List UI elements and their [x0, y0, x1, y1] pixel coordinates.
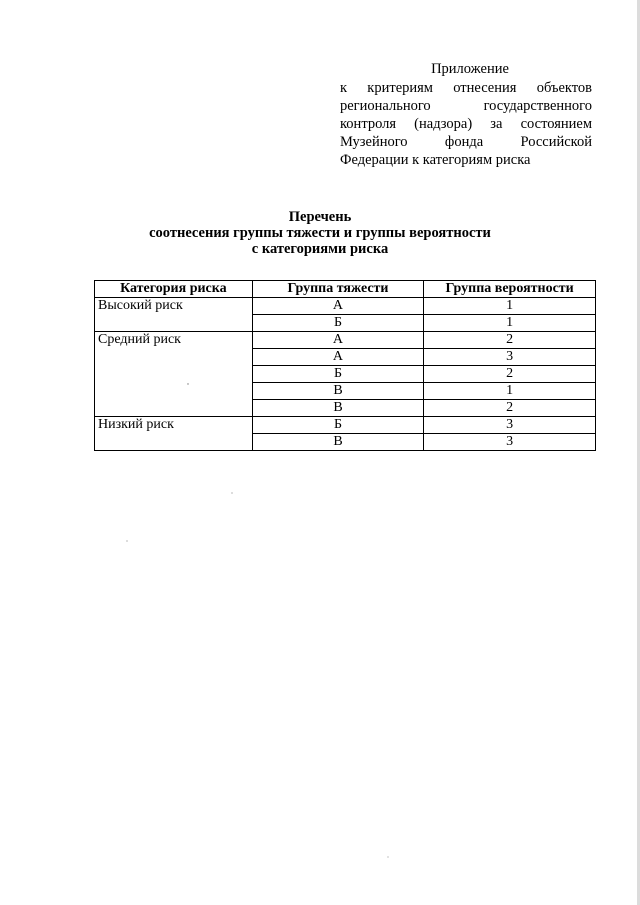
probability-cell: 1: [424, 298, 596, 315]
risk-table: [94, 280, 596, 451]
probability-cell: 3: [424, 434, 596, 451]
header-risk-category: Категория риска: [95, 281, 253, 298]
table-row: [95, 298, 596, 315]
risk-category-cell: Средний риск: [95, 332, 253, 417]
probability-cell: 3: [424, 417, 596, 434]
severity-cell: В: [252, 383, 424, 400]
risk-category-cell: Высокий риск: [95, 298, 253, 332]
severity-cell: Б: [252, 366, 424, 383]
table-row: [95, 332, 596, 349]
appendix-note: [340, 60, 592, 169]
probability-cell: 2: [424, 332, 596, 349]
table-row: [95, 417, 596, 434]
risk-category-cell: Низкий риск: [95, 417, 253, 451]
title-line-2: соотнесения группы тяжести и группы вероятности: [149, 225, 491, 241]
severity-cell: Б: [252, 315, 424, 332]
appendix-heading: Приложение: [431, 61, 509, 77]
probability-cell: 1: [424, 315, 596, 332]
title-line-1: Перечень: [288, 209, 352, 225]
header-severity-group: Группа тяжести: [252, 281, 424, 298]
title-line-3: с категориями риска: [251, 241, 389, 257]
appendix-text: к критериям отнесения объектов регионального государственного контроля (надзора) за состоянием Музейного фонда Российской Федерации к категориям риска: [340, 80, 592, 168]
severity-cell: А: [252, 349, 424, 366]
table-body: [95, 298, 596, 451]
document-title: [0, 209, 640, 257]
probability-cell: 1: [424, 383, 596, 400]
probability-cell: 2: [424, 400, 596, 417]
severity-cell: Б: [252, 417, 424, 434]
header-probability-group: Группа вероятности: [424, 281, 596, 298]
severity-cell: В: [252, 400, 424, 417]
table-header-row: [95, 281, 596, 298]
severity-cell: А: [252, 298, 424, 315]
probability-cell: 2: [424, 366, 596, 383]
probability-cell: 3: [424, 349, 596, 366]
severity-cell: А: [252, 332, 424, 349]
severity-cell: В: [252, 434, 424, 451]
